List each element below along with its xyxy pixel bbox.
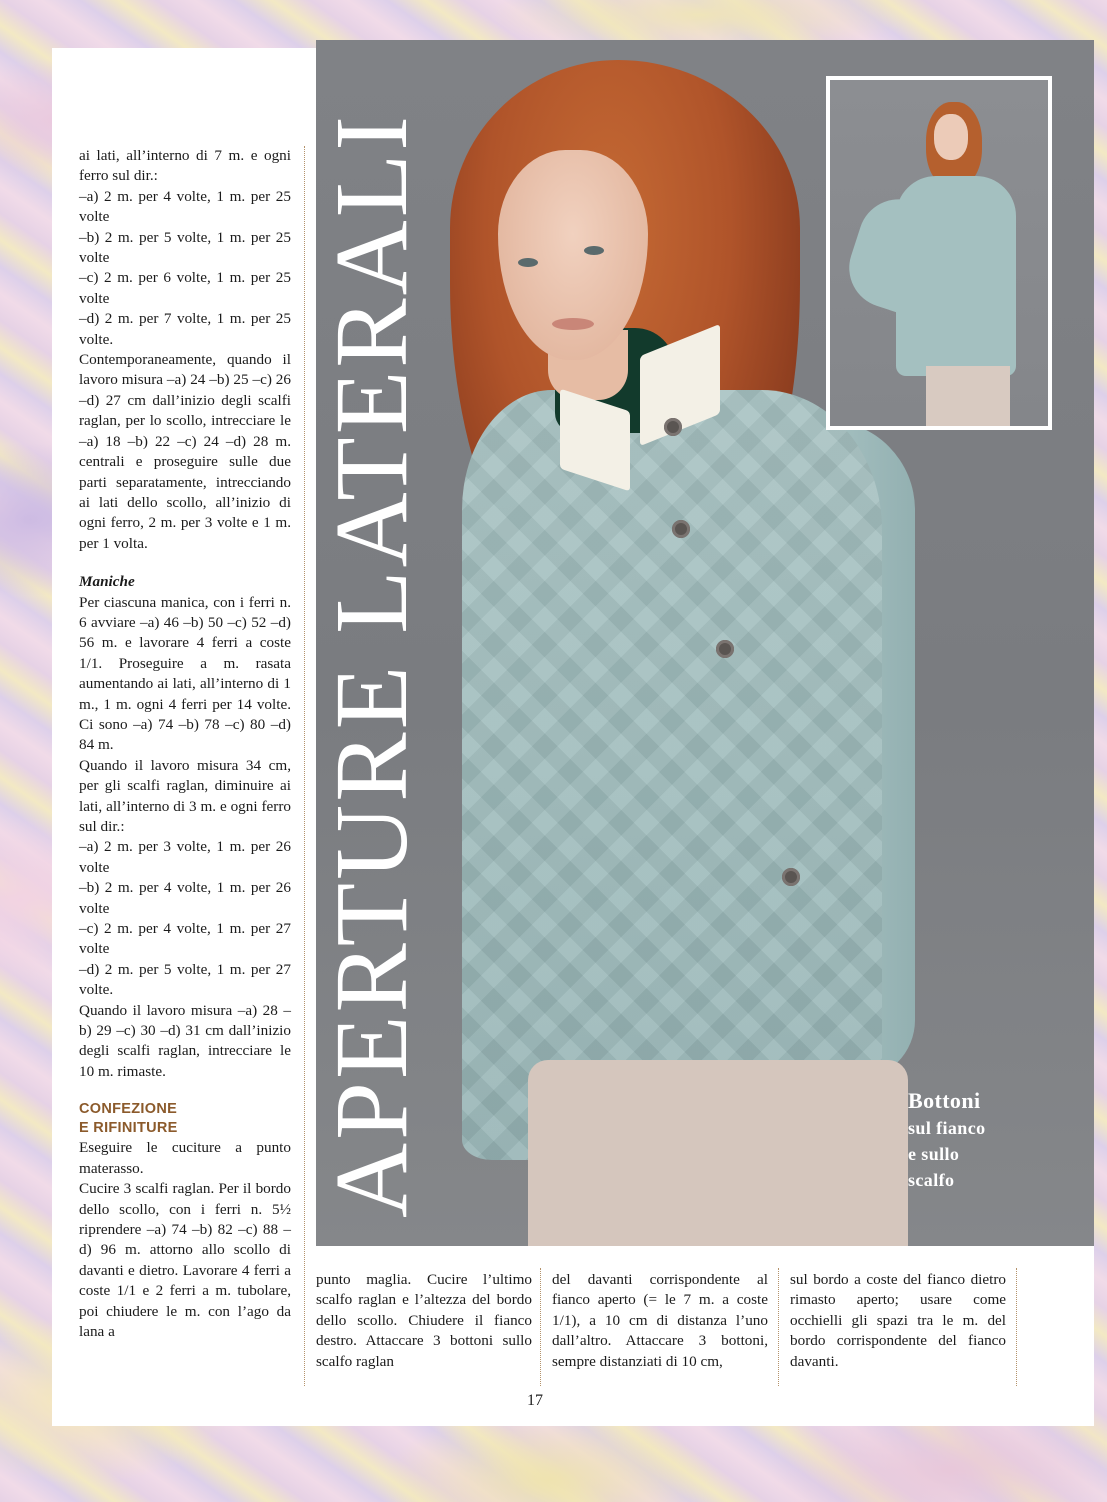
paragraph: sul bordo a coste del fianco dietro rimasto aperto; usare come occhielli gli spazi tra le m. del bordo corrispondente del fianco davanti. — [790, 1271, 1006, 1370]
bottom-text-column-2 — [552, 1270, 768, 1372]
inset-photo — [826, 76, 1052, 430]
paragraph: –c) 2 m. per 6 volte, 1 m. per 25 volte — [79, 269, 291, 307]
bottom-text-column-1 — [316, 1270, 532, 1372]
caption-line-1: Bottoni — [908, 1088, 981, 1113]
paragraph: Eseguire le cuciture a punto materasso. — [79, 1139, 291, 1177]
caption-line: scalfo — [908, 1170, 955, 1190]
paragraph: Contemporaneamente, quando il lavoro misura –a) 24 –b) 25 –c) 26 –d) 27 cm dall’inizio degli scalfi raglan, per lo scollo, intrecciare le –a) 18 –b) 22 –c) 24 –d) 28 m. centrali e proseguire sulle due parti separatamente, intrecciando ai lati dello scollo, all’inizio di ogni ferro, 2 m. per 3 volte e 1 m. per 1 volta. — [79, 351, 291, 552]
inset-trousers — [926, 366, 1010, 426]
paragraph: Cucire 3 scalfi raglan. Per il bordo dello scollo, con i ferri n. 5½ riprendere –a) 74 –b) 82 –c) 88 –d) 96 m. attorno allo scollo di davanti e dietro. Lavorare 4 ferri a coste 1/1 e 2 ferri a m. tubolare, poi chiudere le m. con l’ago da lana a — [79, 1180, 291, 1340]
page-title: APERTURE LATERALI — [314, 113, 429, 1218]
paragraph: ai lati, all’interno di 7 m. e ogni ferro sul dir.: — [79, 147, 291, 185]
model-trousers — [528, 1060, 908, 1246]
paragraph: Quando il lavoro misura –a) 28 –b) 29 –c) 30 –d) 31 cm dall’inizio degli scalfi raglan, intrecciare le 10 m. rimaste. — [79, 1001, 291, 1080]
maniche-heading: Maniche — [79, 573, 135, 591]
model-lips — [552, 318, 594, 330]
caption-line: sul fianco — [908, 1118, 986, 1138]
column-divider — [778, 1268, 779, 1386]
caption-line: e sullo — [908, 1144, 960, 1164]
paragraph: Per ciascuna manica, con i ferri n. 6 avviare –a) 46 –b) 50 –c) 52 –d) 56 m. e lavorare 4 ferri a coste 1/1. Proseguire a m. rasata aumentando ai lati, all’interno di 1 m., 1 m. ogni 4 ferri per 14 volte. Ci sono –a) 74 –b) 78 –c) 80 –d) 84 m. — [79, 593, 291, 754]
inset-face — [934, 114, 968, 160]
model-eye-right — [584, 246, 604, 255]
model-eye-left — [518, 258, 538, 267]
paragraph: –b) 2 m. per 4 volte, 1 m. per 26 volte — [79, 879, 291, 917]
paragraph: –d) 2 m. per 7 volte, 1 m. per 25 volte. — [79, 310, 291, 348]
photo-caption — [908, 1088, 1058, 1193]
paragraph: –a) 2 m. per 3 volte, 1 m. per 26 volte — [79, 838, 291, 876]
button-icon — [664, 418, 682, 436]
paragraph: –a) 2 m. per 4 volte, 1 m. per 25 volte — [79, 187, 291, 226]
column-divider — [540, 1268, 541, 1386]
model-sweater — [462, 390, 882, 1160]
paragraph: Quando il lavoro misura 34 cm, per gli scalfi raglan, diminuire ai lati, all’interno di 3 m. e ogni ferro sul dir.: — [79, 756, 291, 835]
page-number: 17 — [527, 1392, 543, 1409]
confezione-heading-line-2: E RIFINITURE — [79, 1120, 178, 1137]
paragraph: –c) 2 m. per 4 volte, 1 m. per 27 volte — [79, 920, 291, 958]
column-divider — [304, 146, 305, 1386]
paragraph: –d) 2 m. per 5 volte, 1 m. per 27 volte. — [79, 960, 291, 999]
paragraph: punto maglia. Cucire l’ultimo scalfo raglan e l’altezza del bordo dello scollo. Chiudere il fianco destro. Attaccare 3 bottoni sullo scalfo raglan — [316, 1271, 532, 1370]
button-icon — [716, 640, 734, 658]
confezione-heading-line-1: CONFEZIONE — [79, 1101, 178, 1118]
inset-sweater — [896, 176, 1016, 376]
column-divider — [1016, 1268, 1017, 1386]
paragraph: del davanti corrispondente al fianco aperto (= le 7 m. a coste 1/1), a 10 cm di distanza l’uno dall’altro. Attaccare 3 bottoni, sempre distanziati di 10 cm, — [552, 1271, 768, 1370]
caption-line — [908, 1088, 1058, 1115]
bottom-text-column-3 — [790, 1270, 1006, 1372]
left-text-column — [79, 146, 291, 1342]
paragraph: –b) 2 m. per 5 volte, 1 m. per 25 volte — [79, 228, 291, 267]
confezione-heading — [79, 1100, 291, 1138]
button-icon — [782, 868, 800, 886]
button-icon — [672, 520, 690, 538]
